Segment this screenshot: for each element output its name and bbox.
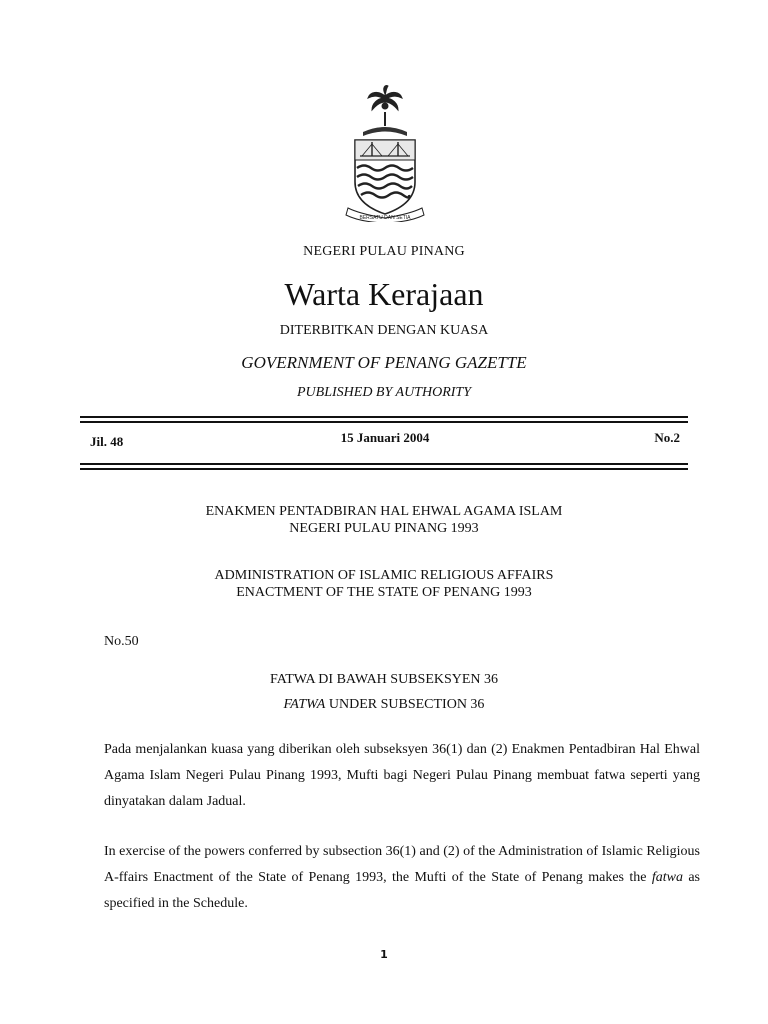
published-by-authority-english: PUBLISHED BY AUTHORITY <box>297 385 471 400</box>
notice-number: No.50 <box>104 634 139 649</box>
svg-text:BERSATU DAN SETIA: BERSATU DAN SETIA <box>359 215 411 221</box>
gazette-title: Warta Kerajaan <box>284 276 484 312</box>
bottom-rule-2 <box>80 468 688 470</box>
penang-coat-of-arms-icon <box>330 82 440 222</box>
enactment-title-english <box>0 567 768 601</box>
enactment-english-line1: ADMINISTRATION OF ISLAMIC RELIGIOUS AFFAIRS <box>214 568 554 583</box>
bottom-rule-1 <box>80 463 688 465</box>
fatwa-term: FATWA <box>283 697 326 712</box>
state-name: NEGERI PULAU PINANG <box>303 244 465 259</box>
enactment-malay-line2: NEGERI PULAU PINANG 1993 <box>289 521 479 536</box>
gazette-title-english: GOVERNMENT OF PENANG GAZETTE <box>241 353 527 372</box>
top-rule-1 <box>80 416 688 418</box>
body-paragraph-malay: Pada menjalankan kuasa yang diberikan oleh subseksyen 36(1) dan (2) Enakmen Pentadbiran Hal Ehwal Agama Islam Negeri Pulau Pinang 1993, Mufti bagi Negeri Pulau Pinang membuat fatwa seperti yang dinyatakan dalam Jadual. <box>104 742 700 809</box>
fatwa-heading-malay: FATWA DI BAWAH SUBSEKSYEN 36 <box>269 672 499 687</box>
issue-info-row <box>90 430 680 450</box>
page-number: 1 <box>380 948 388 961</box>
published-by-authority-malay: DITERBITKAN DENGAN KUASA <box>279 323 489 338</box>
fatwa-heading-english-rest: UNDER SUBSECTION 36 <box>325 697 485 712</box>
enactment-english-line2: ENACTMENT OF THE STATE OF PENANG 1993 <box>236 585 532 600</box>
top-rule-2 <box>80 421 688 423</box>
body-english-before: In exercise of the powers conferred by subsection 36(1) and (2) of the Administration of Islamic Religious A-ffairs Enactment of the State of Penang 1993, the Mufti of the State of Penang makes the <box>104 844 700 885</box>
body-english-fatwa-term: fatwa <box>651 870 683 885</box>
issue-date: 15 Januari 2004 <box>340 430 430 445</box>
body-english-after: as specified in the Schedule. <box>104 870 700 911</box>
fatwa-heading-english <box>0 692 768 717</box>
issue-number: No.2 <box>654 430 680 445</box>
volume-number: Jil. 48 <box>90 434 124 449</box>
fatwa-heading <box>0 667 768 717</box>
body-paragraph-english <box>104 839 700 917</box>
enactment-title-malay <box>0 503 768 537</box>
enactment-malay-line1: ENAKMEN PENTADBIRAN HAL EHWAL AGAMA ISLAM <box>205 504 563 519</box>
